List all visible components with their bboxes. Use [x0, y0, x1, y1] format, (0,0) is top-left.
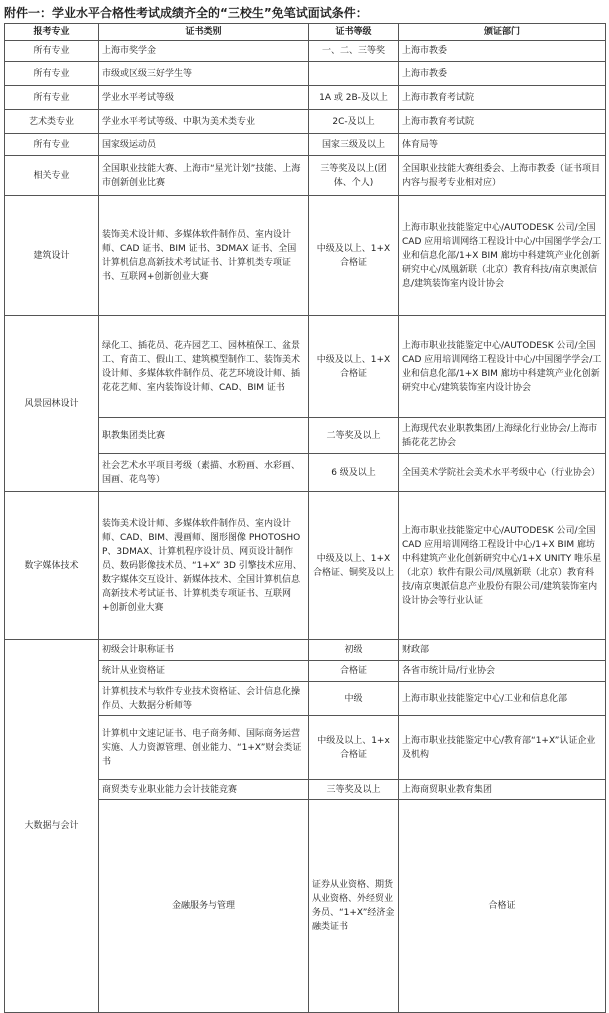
level-cell: 三等奖及以上(团体、个人)	[309, 156, 399, 196]
dept-cell: 上海市职业技能鉴定中心/AUTODESK 公司/全国 CAD 应用培训网络工程设计中心/1+X BIM 廊坊中科建筑产业化创新研究中心/1+X UNITY 唯乐星（北京）软件有限公司/凤凰新联（北京）教育科技/南京奥派信息产业股份有限公司/建筑装饰室内设计协会等行业认证	[399, 492, 606, 640]
certificate-table	[4, 23, 606, 1013]
level-cell: 2C-及以上	[309, 110, 399, 134]
dept-cell: 上海市教委	[399, 41, 606, 62]
major-cell: 所有专业	[5, 41, 99, 62]
level-cell: 中级及以上、1+X 合格证	[309, 316, 399, 418]
dept-cell: 上海市职业技能鉴定中心/AUTODESK 公司/全国 CAD 应用培训网络工程设计中心/中国图学学会/工业和信息化部/1+X BIM 廊坊中科建筑产业化创新研究中心/建筑装饰室内设计协会	[399, 316, 606, 418]
category-cell: 学业水平考试等级	[99, 86, 309, 110]
major-cell: 风景园林设计	[5, 316, 99, 492]
header-category: 证书类别	[99, 24, 309, 41]
category-cell: 社会艺术水平项目考级（素描、水粉画、水彩画、国画、花鸟等）	[99, 454, 309, 492]
major-cell: 艺术类专业	[5, 110, 99, 134]
dept-cell: 全国职业技能大赛组委会、上海市教委（证书项目内容与报考专业相对应）	[399, 156, 606, 196]
table-row	[5, 316, 606, 418]
table-row	[5, 134, 606, 156]
category-cell: 证券从业资格、期货从业资格、外经贸业务员、“1+X”经济金融类证书	[309, 800, 399, 1013]
level-cell: 中级及以上、1+X 合格证	[309, 196, 399, 316]
category-cell: 初级会计职称证书	[99, 640, 309, 661]
header-level: 证书等级	[309, 24, 399, 41]
category-cell: 计算机技术与软件专业技术资格证、会计信息化操作员、大数据分析师等	[99, 682, 309, 716]
table-row	[5, 196, 606, 316]
major-cell: 相关专业	[5, 156, 99, 196]
level-cell: 初级	[309, 640, 399, 661]
level-cell: 二等奖及以上	[309, 418, 399, 454]
dept-cell: 全国美术学院社会美术水平考级中心（行业协会）	[399, 454, 606, 492]
table-row	[5, 156, 606, 196]
major-cell: 金融服务与管理	[99, 800, 309, 1013]
category-cell: 装饰美术设计师、多媒体软件制作员、室内设计师、CAD、BIM、漫画师、图形图像 PHOTOSHOP、3DMAX、计算机程序设计员、网页设计制作员、数码影像技术员、“1+X” 3D 引擎技术应用、数字媒体交互设计、新媒体技术、全国计算机信息高新技术考试证书、计算机类专项证书、互联网+创新创业大赛	[99, 492, 309, 640]
dept-cell: 上海市教育考试院	[399, 86, 606, 110]
dept-cell: 上海市职业技能鉴定中心/AUTODESK 公司/全国 CAD 应用培训网络工程设计中心/中国图学学会/工业和信息化部/1+X BIM 廊坊中科建筑产业化创新研究中心/凤凰新联（北京）教育科技/南京奥派信息/建筑装饰室内设计协会	[399, 196, 606, 316]
dept-cell: 上海市职业技能鉴定中心/教育部“1+X”认证企业及机构	[399, 716, 606, 780]
table-row	[5, 110, 606, 134]
category-cell: 全国职业技能大赛、上海市“星光计划”技能、上海市创新创业比赛	[99, 156, 309, 196]
major-cell: 建筑设计	[5, 196, 99, 316]
level-cell	[309, 62, 399, 86]
document-title: 附件一：学业水平合格性考试成绩齐全的“三校生”免笔试面试条件：	[4, 6, 368, 20]
header-major: 报考专业	[5, 24, 99, 41]
level-cell: 一、二、三等奖	[309, 41, 399, 62]
category-cell: 统计从业资格证	[99, 661, 309, 682]
level-cell: 合格证	[399, 800, 606, 1013]
table-row	[5, 62, 606, 86]
dept-cell: 上海市教委	[399, 62, 606, 86]
dept-cell: 上海市职业技能鉴定中心/工业和信息化部	[399, 682, 606, 716]
major-cell: 所有专业	[5, 86, 99, 110]
level-cell: 国家三级及以上	[309, 134, 399, 156]
major-cell: 所有专业	[5, 134, 99, 156]
level-cell: 6 级及以上	[309, 454, 399, 492]
major-cell: 数字媒体技术	[5, 492, 99, 640]
category-cell: 装饰美术设计师、多媒体软件制作员、室内设计师、CAD 证书、BIM 证书、3DMAX 证书、全国计算机信息高新技术考试证书、计算机类专项证书、互联网+创新创业大赛	[99, 196, 309, 316]
level-cell: 中级	[309, 682, 399, 716]
level-cell: 合格证	[309, 661, 399, 682]
header-dept: 颁证部门	[399, 24, 606, 41]
table-row	[5, 41, 606, 62]
major-cell: 大数据与会计	[5, 640, 99, 1013]
category-cell: 国家级运动员	[99, 134, 309, 156]
dept-cell: 上海现代农业职教集团/上海绿化行业协会/上海市插花花艺协会	[399, 418, 606, 454]
dept-cell: 上海商贸职业教育集团	[399, 780, 606, 800]
category-cell: 职教集团类比赛	[99, 418, 309, 454]
category-cell: 计算机中文速记证书、电子商务师、国际商务运营实施、人力资源管理、创业能力、“1+X”财会类证书	[99, 716, 309, 780]
level-cell: 1A 或 2B-及以上	[309, 86, 399, 110]
level-cell: 三等奖及以上	[309, 780, 399, 800]
category-cell: 学业水平考试等级、中职为美术类专业	[99, 110, 309, 134]
category-cell: 上海市奖学金	[99, 41, 309, 62]
level-cell: 中级及以上、1+X 合格证、铜奖及以上	[309, 492, 399, 640]
level-cell: 中级及以上、1+x 合格证	[309, 716, 399, 780]
table-row	[5, 492, 606, 640]
category-cell: 市级或区级三好学生等	[99, 62, 309, 86]
category-cell: 商贸类专业职业能力会计技能竞赛	[99, 780, 309, 800]
table-row	[5, 86, 606, 110]
table-header-row	[5, 24, 606, 41]
dept-cell: 各省市统计局/行业协会	[399, 661, 606, 682]
major-cell: 所有专业	[5, 62, 99, 86]
table-row	[5, 640, 606, 661]
category-cell: 绿化工、插花员、花卉园艺工、园林植保工、盆景工、育苗工、假山工、建筑模型制作工、装饰美术设计师、多媒体软件制作员、花艺环境设计师、插花花艺师、室内装饰设计师、CAD、BIM 证书	[99, 316, 309, 418]
dept-cell: 财政部	[399, 640, 606, 661]
dept-cell: 上海市教育考试院	[399, 110, 606, 134]
dept-cell: 体育局等	[399, 134, 606, 156]
